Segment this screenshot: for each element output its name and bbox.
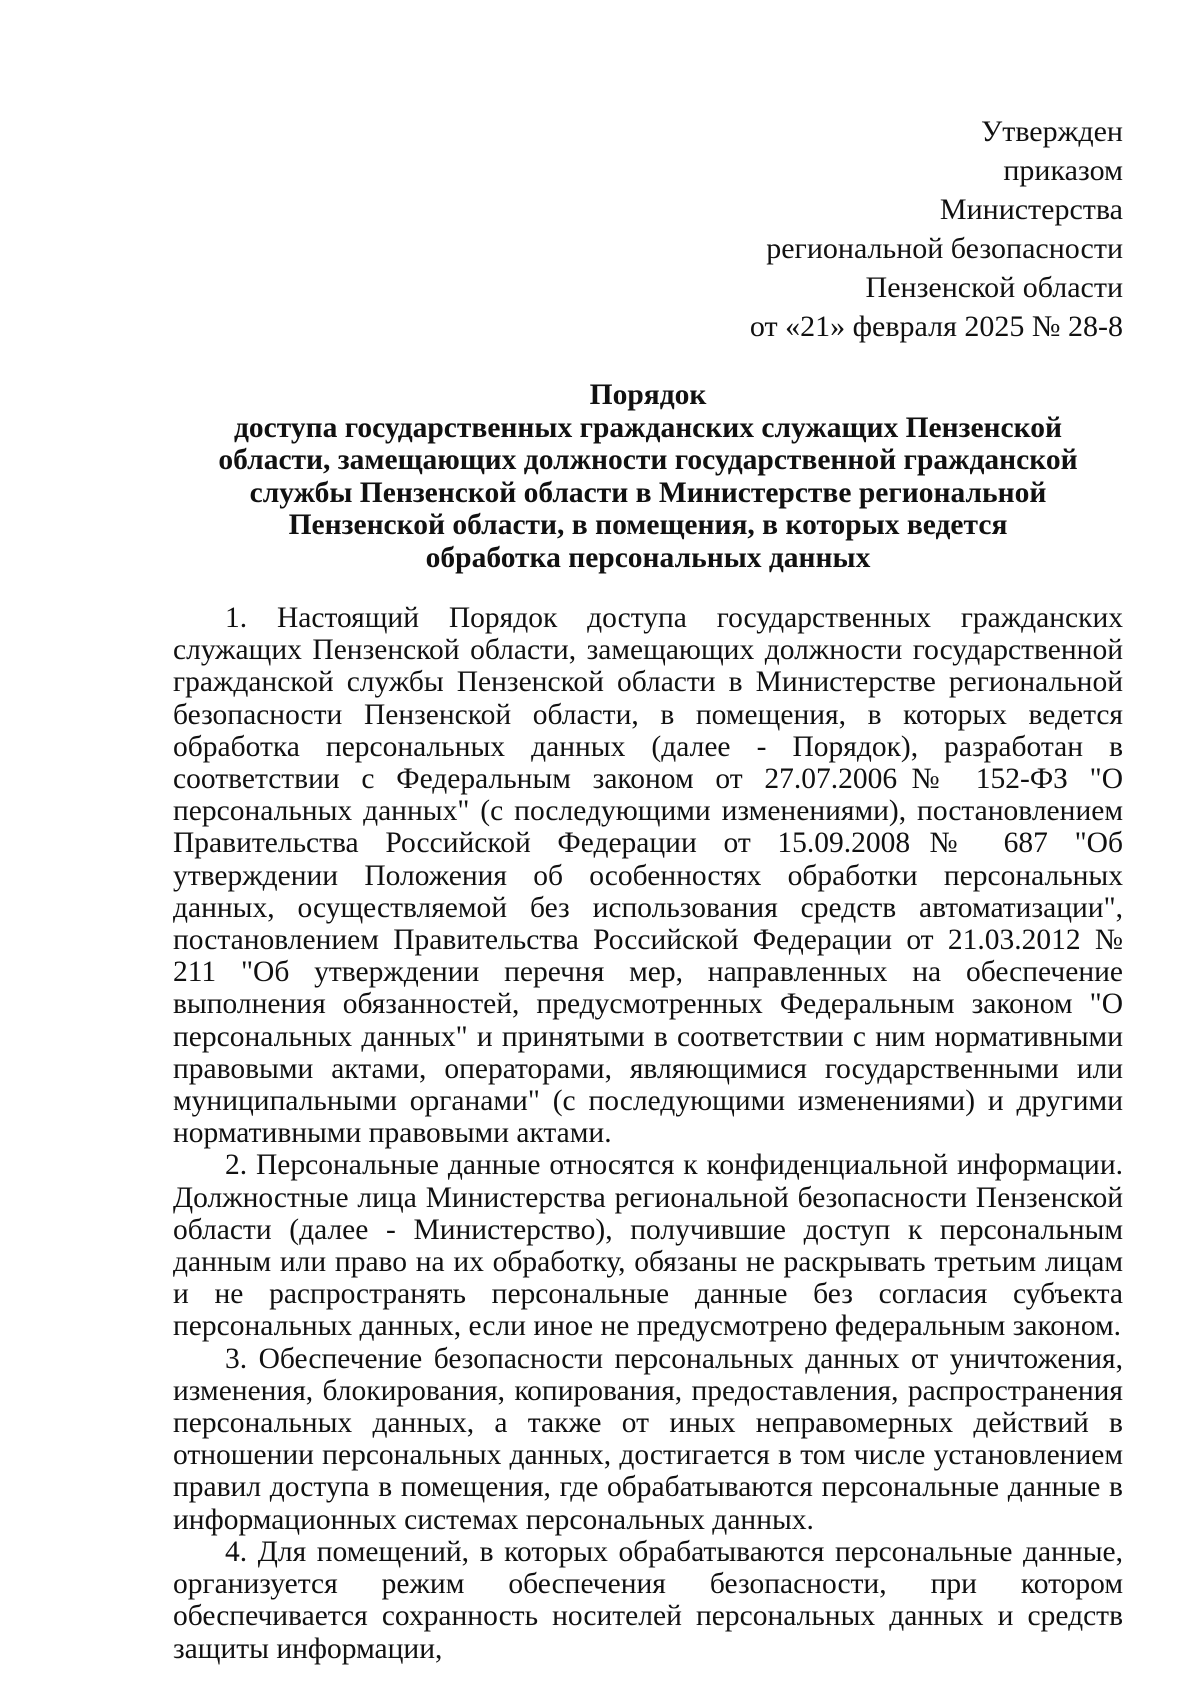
paragraph-4: 4. Для помещений, в которых обрабатываются персональные данные, организуется режим обеспечения безопасности, при котором обеспечивается сохранность носителей персональных данных и средств защиты информации, (173, 1535, 1123, 1665)
approval-line-ministry: Министерства (939, 193, 1123, 226)
paragraph-1: 1. Настоящий Порядок доступа государственных гражданских служащих Пензенской области, замещающих должности государственной гражданской службы Пензенской области в Министерстве региональной безопасности Пензенской области, в помещения, в которых ведется обработка персональных данных (далее - Порядок), разработан в соответствии с Федеральным законом от 27.07.2006№ 152-ФЗ "О персональных данных" (с последующими изменениями), постановлением Правительства Российской Федерации от 15.09.2008№ 687 "Об утверждении Положения об особенностях обработки персональных данных, осуществляемой без использования средств автоматизации", постановлением Правительства Российской Федерации от 21.03.2012 № 211 "Об утверждении перечня мер, направленных на обеспечение выполнения обязанностей, предусмотренных Федеральным законом "О персональных данных" и принятыми в соответствии с ним нормативными правовыми актами, операторами, являющимися государственными или муниципальными органами" (с последующими изменениями) и другими нормативными правовыми актами. (173, 602, 1123, 1150)
title-line-3: области, замещающих должности государственной гражданской (218, 444, 1078, 476)
paragraph-3: 3. Обеспечение безопасности персональных данных от уничтожения, изменения, блокирования, копирования, предоставления, распространения персональных данных, а также от иных неправомерных действий в отношении персональных данных, достигается в том числе установлением правил доступа в помещения, где обрабатываются персональные данные в информационных системах персональных данных. (173, 1342, 1123, 1536)
approval-line-approved: Утвержден (980, 115, 1123, 148)
document-page (173, 112, 1123, 1665)
title-line-6: обработка персональных данных (425, 541, 871, 574)
document-body (173, 602, 1123, 1665)
approval-line-date-number: от «21» февраля 2025 № 28-8 (749, 310, 1123, 343)
approval-line-region: Пензенской области (865, 271, 1123, 304)
approval-line-regional-security: региональной безопасности (766, 232, 1123, 265)
title-line-1: Порядок (589, 379, 707, 411)
approval-line-by-order: приказом (1003, 154, 1123, 187)
paragraph-2: 2. Персональные данные относятся к конфиденциальной информации. Должностные лица Министерства региональной безопасности Пензенской области (далее - Министерство), получившие доступ к персональным данным или право на их обработку, обязаны не раскрывать третьим лицам и не распространять персональные данные без согласия субъекта персональных данных, если иное не предусмотрено федеральным законом. (173, 1149, 1123, 1343)
approval-stamp-block (173, 112, 1123, 346)
title-line-2: доступа государственных гражданских служащих Пензенской (233, 411, 1063, 444)
title-line-5: Пензенской области, в помещения, в которых ведется (288, 509, 1008, 541)
document-title (173, 379, 1123, 574)
title-line-4: службы Пензенской области в Министерстве региональной (249, 476, 1047, 509)
